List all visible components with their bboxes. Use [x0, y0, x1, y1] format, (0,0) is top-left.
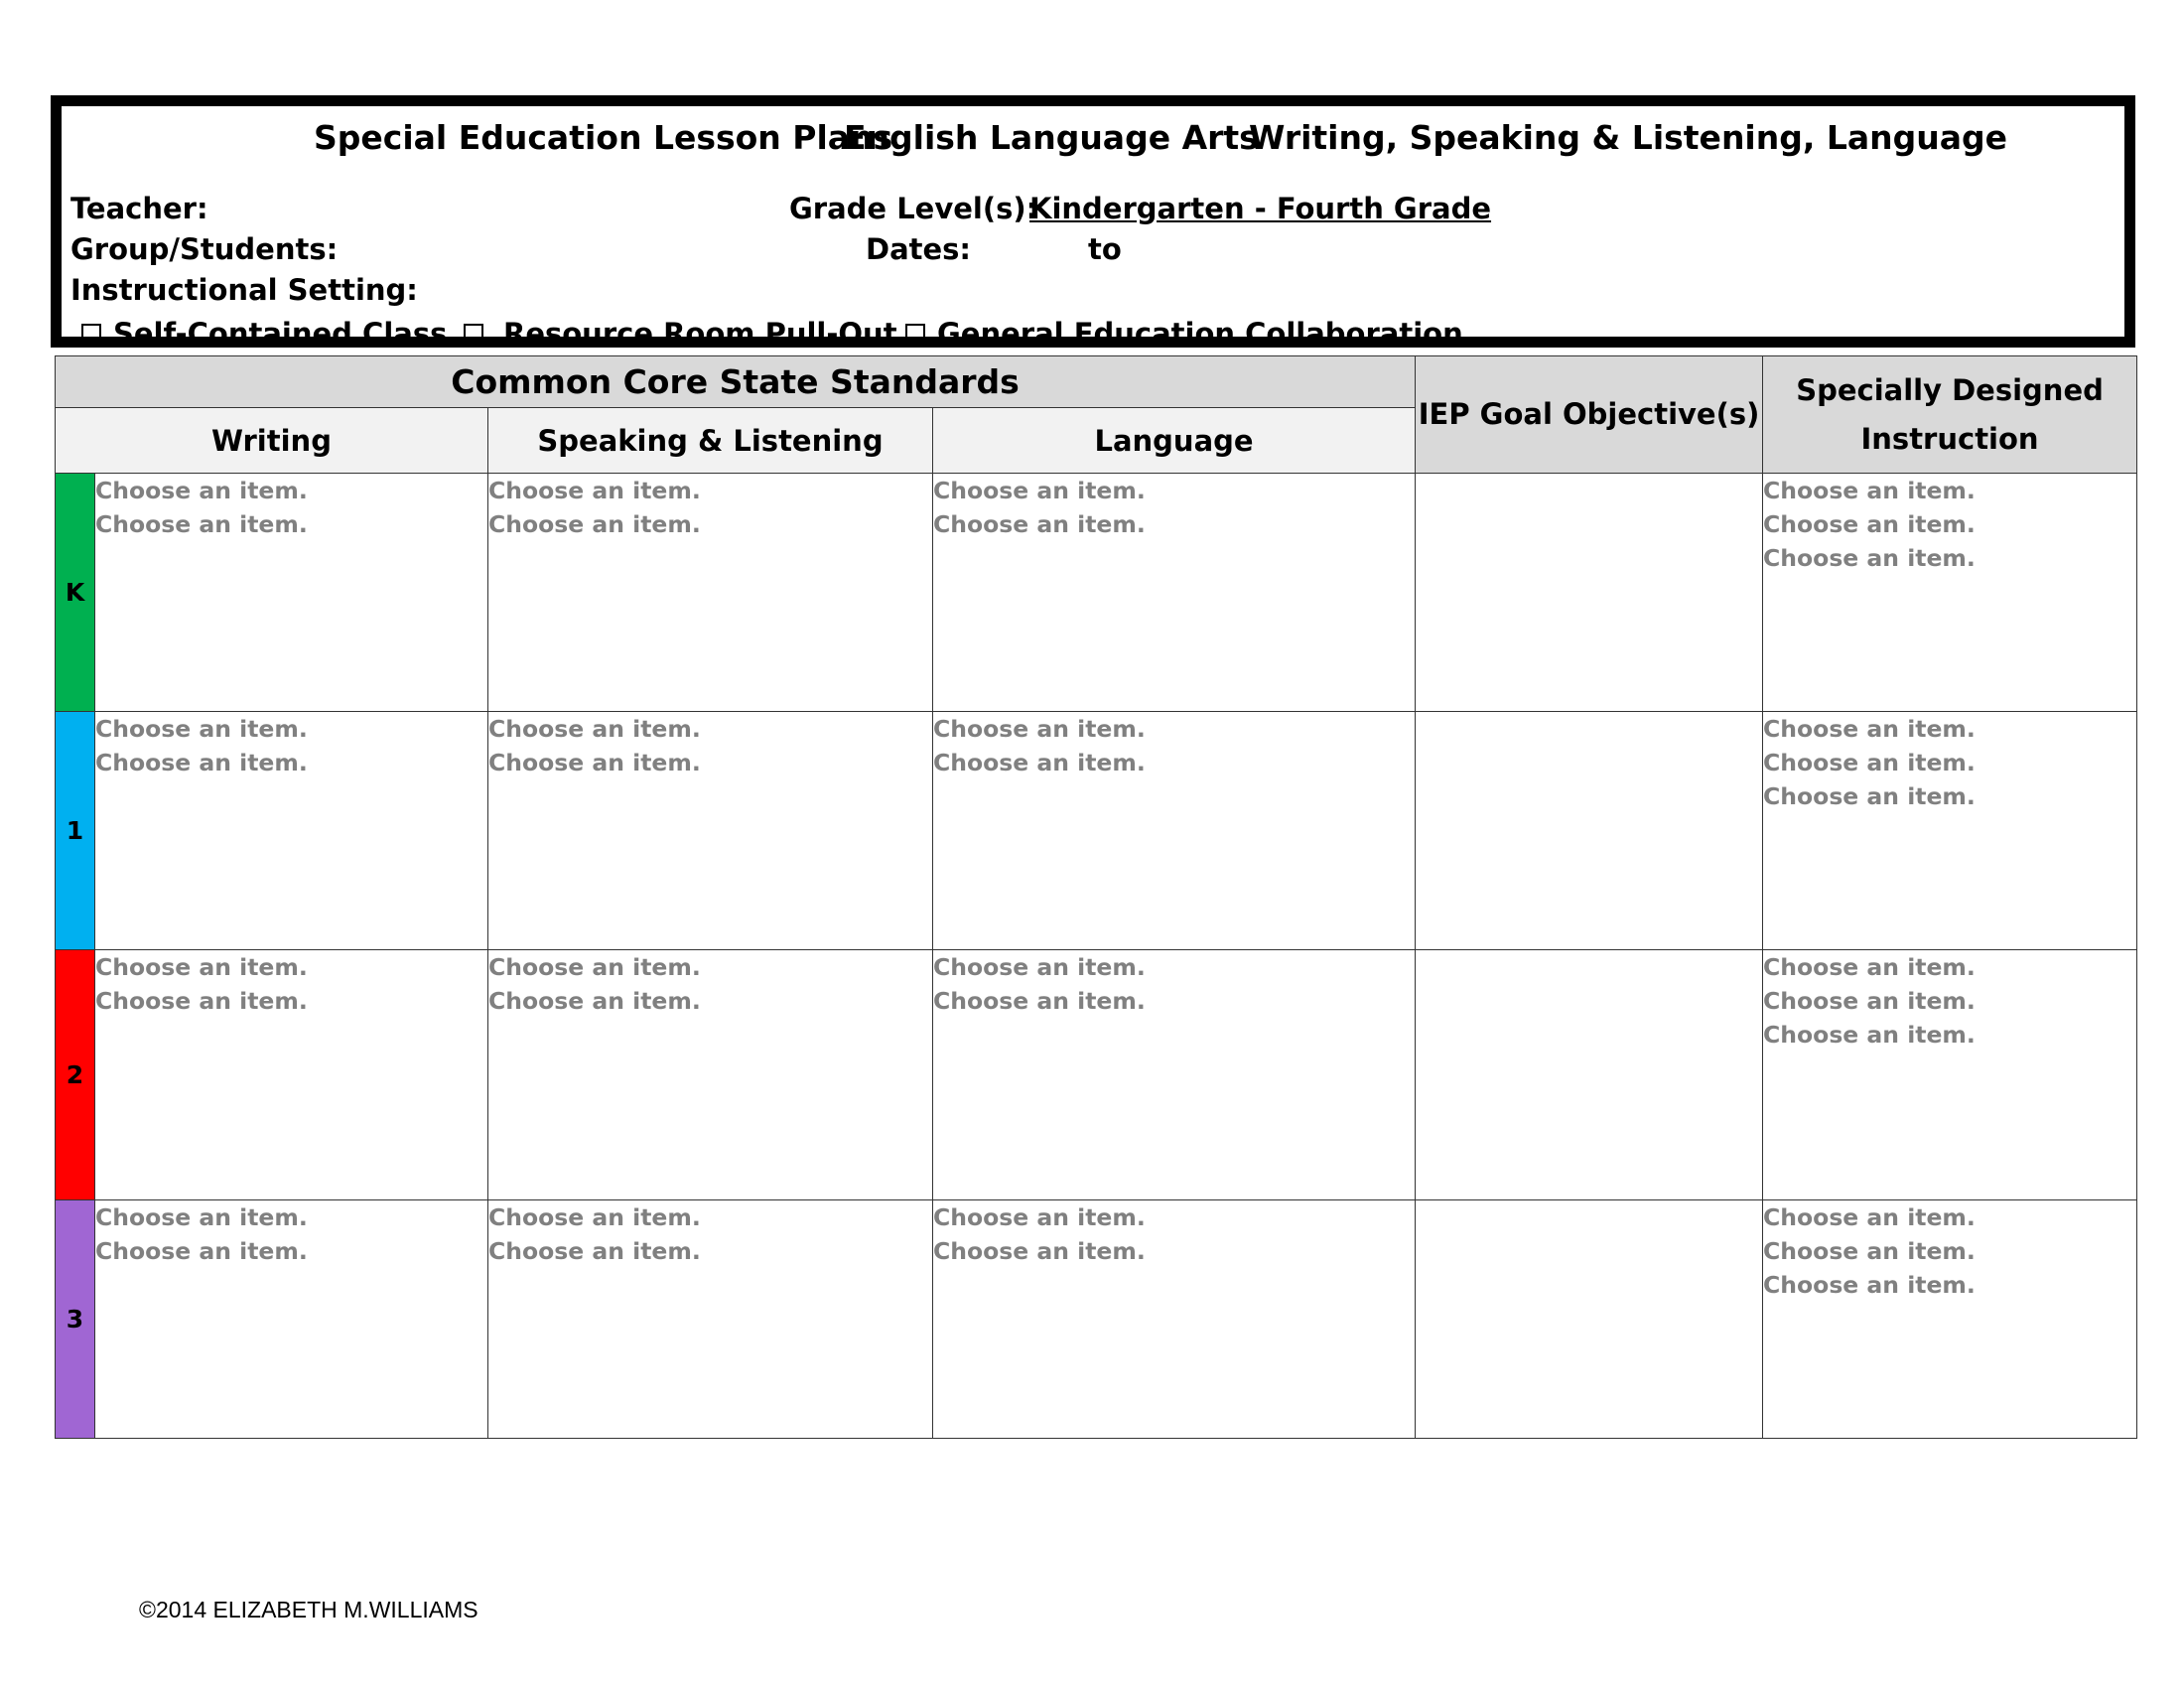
lesson-plan-header — [51, 95, 2135, 351]
standards-table — [55, 355, 2137, 1439]
speaking-listening-cell — [488, 1200, 933, 1439]
dates-label: Dates: — [866, 232, 972, 266]
choose-item-dropdown[interactable]: Choose an item. — [95, 1203, 308, 1231]
choose-item-dropdown[interactable]: Choose an item. — [1763, 477, 1976, 504]
iep-goal-cell — [1416, 1200, 1763, 1439]
choose-item-dropdown[interactable]: Choose an item. — [488, 1237, 701, 1265]
choose-item-dropdown[interactable]: Choose an item. — [933, 1237, 1146, 1265]
choose-item-dropdown[interactable]: Choose an item. — [1763, 749, 1976, 776]
choose-item-dropdown[interactable]: Choose an item. — [488, 749, 701, 776]
sdi-header-line1: Specially Designed — [1796, 372, 2104, 407]
grade-label: 2 — [56, 950, 95, 1200]
choose-item-dropdown[interactable]: Choose an item. — [933, 510, 1146, 538]
writing-cell — [95, 712, 488, 950]
column-header-writing: Writing — [56, 408, 488, 474]
choose-item-dropdown[interactable]: Choose an item. — [488, 510, 701, 538]
choose-item-dropdown[interactable]: Choose an item. — [488, 715, 701, 743]
choose-item-dropdown[interactable]: Choose an item. — [933, 749, 1146, 776]
iep-goal-cell — [1416, 712, 1763, 950]
choose-item-dropdown[interactable]: Choose an item. — [95, 953, 308, 981]
sdi-header — [1763, 356, 2137, 474]
language-cell — [933, 474, 1416, 712]
ccss-header: Common Core State Standards — [56, 356, 1416, 408]
iep-goal-header: IEP Goal Objective(s) — [1416, 356, 1763, 474]
grade-row — [56, 712, 2137, 950]
language-cell — [933, 1200, 1416, 1439]
gen-ed-checkbox[interactable] — [905, 324, 925, 344]
choose-item-dropdown[interactable]: Choose an item. — [933, 987, 1146, 1015]
choose-item-dropdown[interactable]: Choose an item. — [1763, 715, 1976, 743]
copyright-footer: ©2014 ELIZABETH M.WILLIAMS — [139, 1597, 478, 1622]
choose-item-dropdown[interactable]: Choose an item. — [488, 1203, 701, 1231]
title-subject: English Language Arts — [844, 118, 1259, 157]
choose-item-dropdown[interactable]: Choose an item. — [1763, 1021, 1976, 1049]
choose-item-dropdown[interactable]: Choose an item. — [95, 715, 308, 743]
choose-item-dropdown[interactable]: Choose an item. — [95, 987, 308, 1015]
choose-item-dropdown[interactable]: Choose an item. — [95, 749, 308, 776]
teacher-label: Teacher: — [70, 192, 208, 225]
choose-item-dropdown[interactable]: Choose an item. — [1763, 1237, 1976, 1265]
instructional-setting-label: Instructional Setting: — [70, 273, 418, 307]
grade-levels-label: Grade Level(s): — [789, 192, 1038, 225]
dates-to-label: to — [1088, 232, 1122, 266]
grade-row — [56, 1200, 2137, 1439]
self-contained-checkbox[interactable] — [81, 324, 101, 344]
choose-item-dropdown[interactable]: Choose an item. — [933, 953, 1146, 981]
choose-item-dropdown[interactable]: Choose an item. — [1763, 782, 1976, 810]
group-students-label: Group/Students: — [70, 232, 339, 266]
grade-row — [56, 474, 2137, 712]
grade-label: K — [56, 474, 95, 712]
iep-goal-cell — [1416, 474, 1763, 712]
choose-item-dropdown[interactable]: Choose an item. — [933, 1203, 1146, 1231]
choose-item-dropdown[interactable]: Choose an item. — [488, 987, 701, 1015]
choose-item-dropdown[interactable]: Choose an item. — [933, 715, 1146, 743]
sdi-cell — [1763, 950, 2137, 1200]
choose-item-dropdown[interactable]: Choose an item. — [1763, 510, 1976, 538]
choose-item-dropdown[interactable]: Choose an item. — [933, 477, 1146, 504]
sdi-cell — [1763, 474, 2137, 712]
writing-cell — [95, 1200, 488, 1439]
grade-label: 1 — [56, 712, 95, 950]
column-header-language: Language — [933, 408, 1416, 474]
title-strands: Writing, Speaking & Listening, Language — [1249, 118, 2008, 157]
iep-goal-cell — [1416, 950, 1763, 1200]
speaking-listening-cell — [488, 950, 933, 1200]
sdi-header-line2: Instruction — [1860, 421, 2039, 456]
speaking-listening-cell — [488, 474, 933, 712]
grade-levels-value[interactable]: Kindergarten - Fourth Grade — [1029, 192, 1492, 225]
language-cell — [933, 950, 1416, 1200]
grade-row — [56, 950, 2137, 1200]
writing-cell — [95, 474, 488, 712]
choose-item-dropdown[interactable]: Choose an item. — [1763, 544, 1976, 572]
choose-item-dropdown[interactable]: Choose an item. — [95, 477, 308, 504]
writing-cell — [95, 950, 488, 1200]
sdi-cell — [1763, 1200, 2137, 1439]
setting-option-self-contained[interactable] — [81, 317, 447, 351]
setting-option-gen-ed[interactable] — [905, 317, 1463, 351]
speaking-listening-cell — [488, 712, 933, 950]
choose-item-dropdown[interactable]: Choose an item. — [1763, 1203, 1976, 1231]
sdi-cell — [1763, 712, 2137, 950]
choose-item-dropdown[interactable]: Choose an item. — [488, 953, 701, 981]
choose-item-dropdown[interactable]: Choose an item. — [1763, 987, 1976, 1015]
column-header-speaking-listening: Speaking & Listening — [488, 408, 933, 474]
choose-item-dropdown[interactable]: Choose an item. — [1763, 1271, 1976, 1299]
choose-item-dropdown[interactable]: Choose an item. — [95, 1237, 308, 1265]
choose-item-dropdown[interactable]: Choose an item. — [1763, 953, 1976, 981]
setting-option-resource-room[interactable] — [464, 317, 897, 351]
resource-room-label: Resource Room Pull-Out — [503, 317, 897, 351]
grade-label: 3 — [56, 1200, 95, 1439]
self-contained-label: Self-Contained Class — [113, 317, 448, 351]
choose-item-dropdown[interactable]: Choose an item. — [488, 477, 701, 504]
language-cell — [933, 712, 1416, 950]
gen-ed-label: General Education Collaboration — [937, 317, 1463, 351]
resource-room-checkbox[interactable] — [464, 324, 483, 344]
choose-item-dropdown[interactable]: Choose an item. — [95, 510, 308, 538]
title-lesson-plans: Special Education Lesson Plans — [314, 118, 893, 157]
